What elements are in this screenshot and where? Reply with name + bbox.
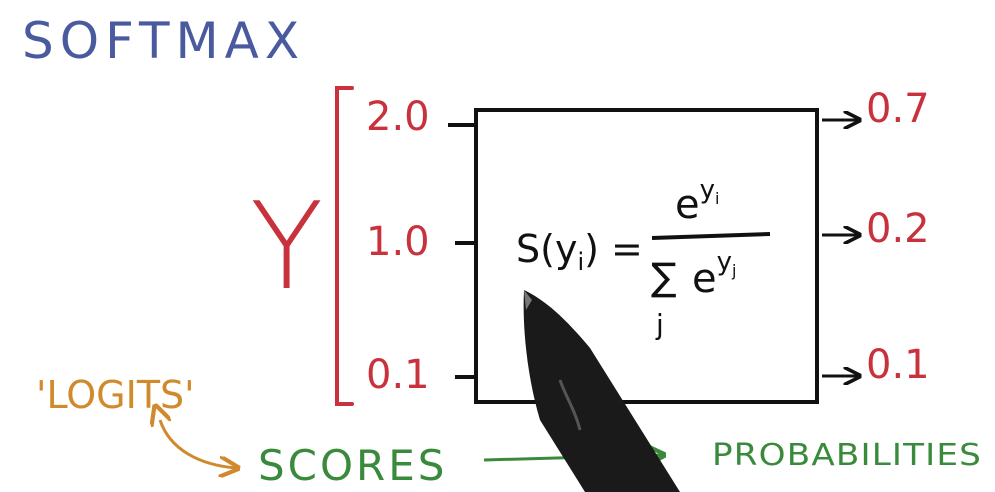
formula-denominator-exponent: y bbox=[716, 247, 732, 277]
input-bracket bbox=[337, 88, 352, 404]
output-probability-2: 0.2 bbox=[866, 206, 930, 252]
input-value-3: 0.1 bbox=[366, 352, 430, 398]
sum-index: j bbox=[656, 308, 664, 341]
input-value-2: 1.0 bbox=[366, 219, 430, 265]
sum-symbol: ∑ bbox=[651, 255, 677, 299]
output-probability-1: 0.7 bbox=[866, 86, 930, 132]
formula-lhs-subscript: i bbox=[577, 248, 585, 276]
input-vector-label: Y bbox=[250, 178, 324, 317]
formula-denominator-base: e bbox=[692, 256, 717, 302]
input-value-1: 2.0 bbox=[366, 94, 430, 140]
formula-numerator-base: e bbox=[675, 182, 700, 228]
svg-text:eyi bbox=[675, 175, 719, 228]
svg-text:eyj bbox=[692, 247, 736, 302]
formula-numerator-exponent-subscript: i bbox=[715, 189, 720, 208]
formula-numerator-exponent: y bbox=[699, 175, 715, 205]
output-probability-3: 0.1 bbox=[866, 342, 930, 388]
probabilities-label: PROBABILITIES bbox=[712, 438, 982, 473]
formula-denominator-exponent-subscript: j bbox=[732, 261, 737, 280]
formula-lhs-close: ) = bbox=[584, 227, 643, 271]
svg-text:S(yi) = bbox=[516, 227, 643, 276]
formula-lhs: S(y bbox=[516, 227, 578, 271]
logits-to-scores-arrow bbox=[160, 420, 236, 468]
title: SOFTMAX bbox=[22, 12, 306, 70]
logits-label: 'LOGITS' bbox=[36, 373, 195, 417]
fraction-bar bbox=[652, 234, 770, 238]
scores-label: SCORES bbox=[258, 441, 448, 490]
